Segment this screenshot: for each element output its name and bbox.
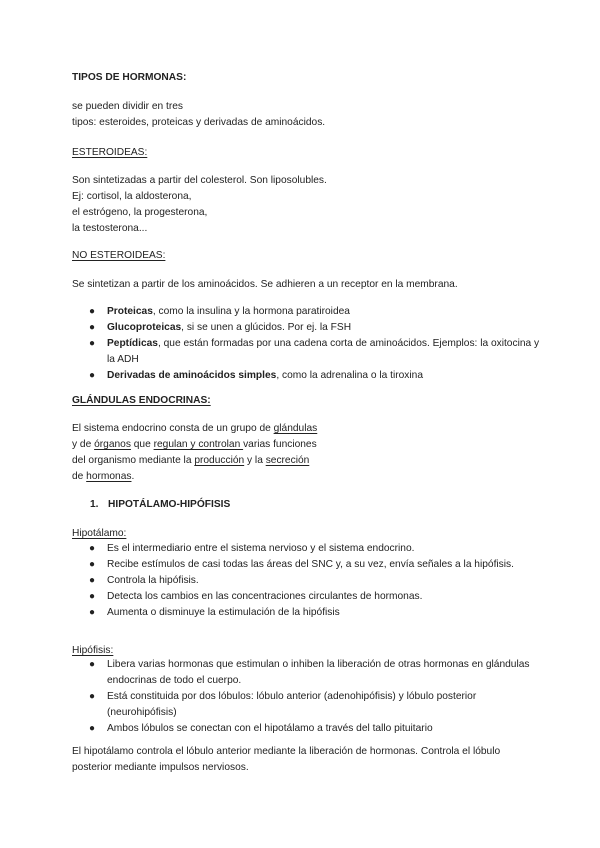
bullet-icon: ● — [89, 370, 96, 381]
underlined-term: órganos — [94, 439, 131, 450]
bullet-icon: ● — [89, 591, 96, 602]
esteroideas-line: el estrógeno, la progesterona, — [72, 207, 208, 218]
item-text: , como la adrenalina o la tiroxina — [276, 370, 423, 381]
intro-line: se pueden dividir en tres — [72, 101, 183, 112]
bullet-icon: ● — [89, 607, 96, 618]
hipotalamo-list — [72, 541, 542, 621]
item-text: Detecta los cambios en las concentraciones circulantes de hormonas. — [107, 591, 423, 602]
glandulas-line — [72, 421, 542, 437]
list-item — [72, 336, 542, 368]
text: . — [131, 471, 135, 482]
item-text: , que están formadas por una cadena corta de aminoácidos. Ejemplos: la oxitocina y la ADH — [107, 338, 540, 365]
list-item — [72, 689, 542, 721]
item-bold-label: Glucoproteicas — [107, 322, 182, 333]
item-bold-label: Derivadas de aminoácidos simples — [107, 370, 277, 381]
section-heading — [90, 497, 230, 513]
item-text: Es el intermediario entre el sistema nervioso y el sistema endocrino. — [107, 543, 415, 554]
esteroideas-line: la testosterona... — [72, 223, 148, 234]
item-bold-label: Proteicas — [107, 306, 153, 317]
underlined-term: regulan y controlan — [153, 439, 244, 450]
underlined-term: hormonas — [86, 471, 132, 482]
no-esteroideas-text: Se sintetizan a partir de los aminoácidos. Se adhieren a un receptor en la membrana. — [72, 279, 458, 290]
list-item — [72, 368, 542, 384]
glandulas-line — [72, 453, 542, 469]
glandulas-heading: GLÁNDULAS ENDOCRINAS: — [72, 395, 211, 406]
list-item — [72, 721, 542, 737]
intro-paragraph — [72, 99, 542, 131]
esteroideas-line: Son sintetizadas a partir del colesterol. Son liposolubles. — [72, 175, 327, 186]
item-text: , como la insulina y la hormona paratiroidea — [152, 306, 350, 317]
page-title: TIPOS DE HORMONAS: — [72, 72, 187, 83]
item-text: Controla la hipófisis. — [107, 575, 199, 586]
text: El sistema endocrino consta de un grupo de — [72, 423, 274, 434]
bullet-icon: ● — [89, 575, 96, 586]
item-text: Está constituida por dos lóbulos: lóbulo anterior (adenohipófisis) y lóbulo posterior (neurohipófisis) — [107, 691, 477, 718]
item-text: , si se unen a glúcidos. Por ej. la FSH — [181, 322, 352, 333]
hipofisis-heading: Hipófisis: — [72, 645, 114, 656]
item-text: Ambos lóbulos se conectan con el hipotálamo a través del tallo pituitario — [107, 723, 433, 734]
esteroideas-paragraph — [72, 173, 542, 237]
text: que — [130, 439, 154, 450]
list-item — [72, 320, 542, 336]
list-item — [72, 557, 542, 573]
glandulas-line — [72, 469, 542, 485]
esteroideas-heading: ESTEROIDEAS: — [72, 147, 148, 158]
list-item — [72, 573, 542, 589]
item-bold-label: Peptídicas — [107, 338, 158, 349]
list-item — [72, 304, 542, 320]
item-text: Libera varias hormonas que estimulan o inhiben la liberación de otras hormonas en glándulas endocrinas de todo el cuerpo. — [107, 659, 530, 686]
text: y de — [72, 439, 95, 450]
text: del organismo mediante la — [72, 455, 195, 466]
esteroideas-line: Ej: cortisol, la aldosterona, — [72, 191, 192, 202]
underlined-term: producción — [194, 455, 245, 466]
text: varias funciones — [243, 439, 317, 450]
item-text: Aumenta o disminuye la estimulación de la hipófisis — [107, 607, 340, 618]
list-item — [72, 589, 542, 605]
glandulas-paragraph — [72, 421, 542, 485]
list-item — [72, 605, 542, 621]
bullet-icon: ● — [89, 338, 96, 349]
underlined-term: secreción — [265, 455, 310, 466]
no-esteroideas-heading: NO ESTEROIDEAS: — [72, 250, 166, 261]
section-title: HIPOTÁLAMO-HIPÓFISIS — [108, 499, 231, 510]
bullet-icon: ● — [89, 543, 96, 554]
bullet-icon: ● — [89, 559, 96, 570]
hipofisis-list — [72, 657, 542, 737]
bullet-icon: ● — [89, 659, 96, 670]
bullet-icon: ● — [89, 691, 96, 702]
list-item — [72, 541, 542, 557]
text: y la — [244, 455, 266, 466]
text: de — [72, 471, 87, 482]
bullet-icon: ● — [89, 322, 96, 333]
hipotalamo-heading: Hipotálamo: — [72, 528, 127, 539]
item-text: Recibe estímulos de casi todas las áreas del SNC y, a su vez, envía señales a la hipófisis. — [107, 559, 514, 570]
bullet-icon: ● — [89, 723, 96, 734]
list-item — [72, 657, 542, 689]
underlined-term: glándulas — [273, 423, 318, 434]
bullet-icon: ● — [89, 306, 96, 317]
section-number: 1. — [90, 499, 99, 510]
no-esteroideas-list — [72, 304, 542, 384]
glandulas-line — [72, 437, 542, 453]
intro-line: tipos: esteroides, proteicas y derivadas de aminoácidos. — [72, 117, 326, 128]
closing-paragraph: El hipotálamo controla el lóbulo anterior mediante la liberación de hormonas. Controla el lóbulo posterior mediante impulsos nerviosos. — [72, 746, 501, 773]
